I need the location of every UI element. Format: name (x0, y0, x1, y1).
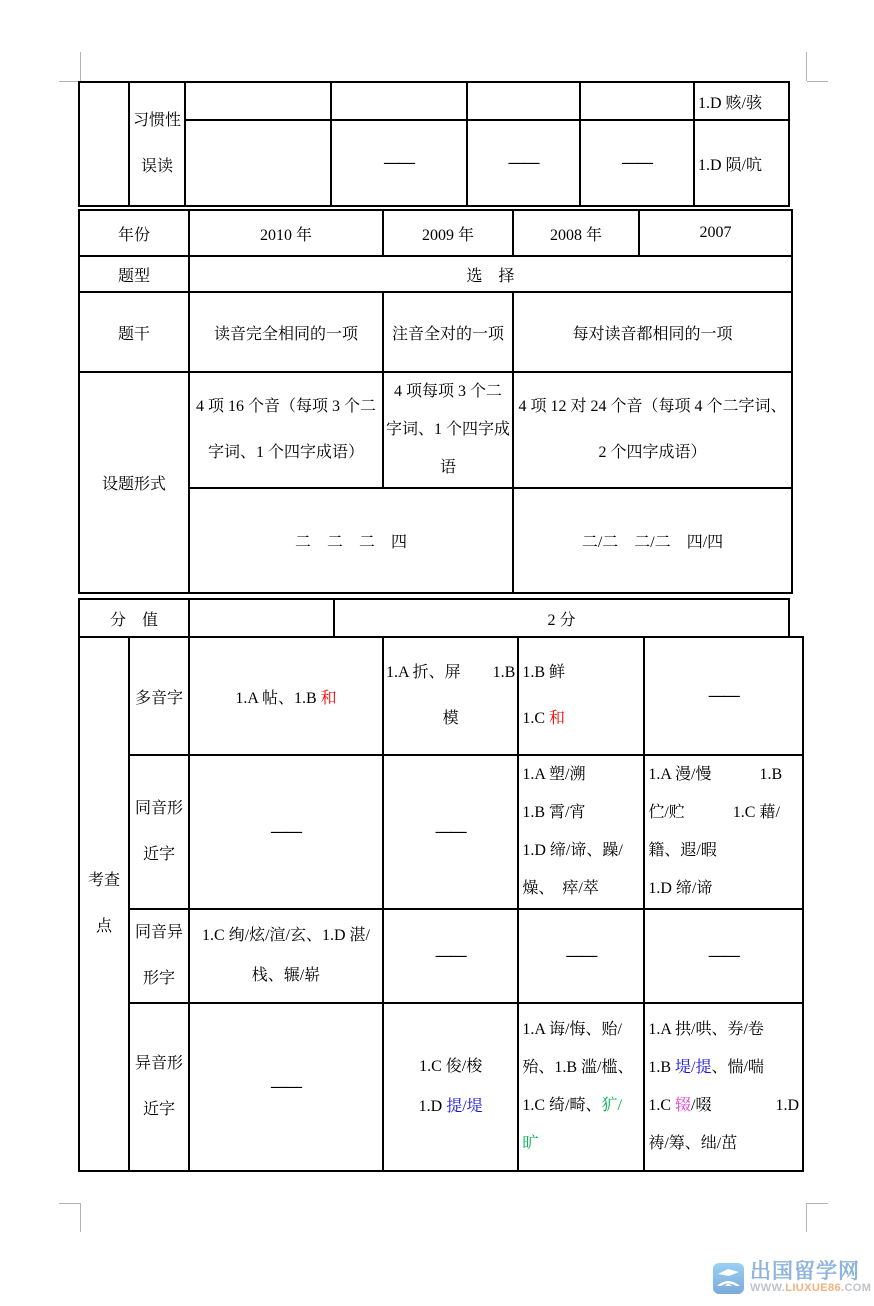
cell-score-value: 2 分 (334, 599, 789, 637)
row-label-score: 分 值 (79, 599, 189, 637)
cell-habit-r1-c2 (331, 82, 467, 120)
cell-form-2010: 4 项 16 个音（每项 3 个二 字词、1 个四字成语） (189, 372, 383, 488)
cell-habit-r1-c1 (185, 82, 331, 120)
liuxue86-logo-icon (712, 1262, 745, 1295)
cell-stem-2008-2007: 每对读音都相同的一项 (513, 292, 792, 372)
margin-mark-bottom-right-h (807, 1203, 828, 1204)
cell-homophone-similar-2007: 1.A 漫/慢 1.B 伫/贮 1.C 藉/ 籍、遐/暇 1.D 缔/谛 (644, 755, 803, 909)
watermark-url-prefix: WWW. (750, 1282, 786, 1294)
row-label-stem: 题干 (79, 292, 189, 372)
row-label-homophone-similar: 同音形 近字 (129, 755, 189, 909)
margin-mark-top-right-v (806, 52, 807, 81)
margin-mark-bottom-left-v (80, 1203, 81, 1232)
cell-homophone-different-2008-dash: —— (518, 909, 644, 1003)
row-label-question-form: 设题形式 (79, 372, 189, 593)
row-label-question-type: 题型 (79, 256, 189, 292)
cell-form-counts-left: 二 二 二 四 (189, 488, 513, 593)
site-watermark (712, 1262, 871, 1295)
watermark-site-name: 出国留学网 (750, 1260, 860, 1283)
cell-polyphone-2007-dash: —— (644, 637, 803, 755)
watermark-site-url (750, 1282, 871, 1295)
margin-mark-top-left-h (59, 81, 80, 82)
table-section-habitual-misread (78, 81, 790, 207)
cell-habit-r2-c3-dash: —— (467, 120, 580, 206)
watermark-text (750, 1262, 871, 1295)
cell-homophone-different-2009-dash: —— (383, 909, 518, 1003)
margin-mark-bottom-right-v (806, 1203, 807, 1232)
cell-homophone-different-2007-dash: —— (644, 909, 803, 1003)
cell-homophone-similar-2008: 1.A 塑/溯 1.B 霄/宵 1.D 缔/谛、躁/ 燥、 瘁/萃 (518, 755, 644, 909)
cell-year-2009: 2009 年 (383, 210, 513, 256)
row-label-year: 年份 (79, 210, 189, 256)
cell-homophone-different-2010: 1.C 绚/炫/渲/玄、1.D 湛/ 栈、辗/崭 (189, 909, 383, 1003)
cell-homophone-similar-2010-dash: —— (189, 755, 383, 909)
cell-form-2008-2007: 4 项 12 对 24 个音（每项 4 个二字词、 2 个四字成语） (513, 372, 792, 488)
cell-polyphone-2009: 1.A 折、屏 1.B 模 (383, 637, 518, 755)
cell-year-2007: 2007 (639, 210, 792, 256)
cell-polyphone-2010: 1.A 帖、1.B 和 (189, 637, 383, 755)
cell-stem-2010: 读音完全相同的一项 (189, 292, 383, 372)
cell-habit-r1-c4 (580, 82, 694, 120)
cell-heterophone-similar-2009: 1.C 俊/梭 1.D 提/堤 (383, 1003, 518, 1171)
table-section-main (78, 209, 793, 594)
cell-habit-r2-c2-dash: —— (331, 120, 467, 206)
cell-homophone-similar-2009-dash: —— (383, 755, 518, 909)
row-label-heterophone-similar: 异音形 近字 (129, 1003, 189, 1171)
table-section-score (78, 598, 790, 638)
cell-polyphone-2008: 1.B 鲜 1.C 和 (518, 637, 644, 755)
row-label-polyphone: 多音字 (129, 637, 189, 755)
cell-form-counts-right: 二/二 二/二 四/四 (513, 488, 792, 593)
cell-score-empty (189, 599, 334, 637)
cell-year-2008: 2008 年 (513, 210, 639, 256)
cell-question-type: 选 择 (189, 256, 792, 292)
watermark-url-main: LIUXUE86 (785, 1282, 841, 1294)
row-label-habitual-misread: 习惯性 误读 (129, 82, 185, 206)
watermark-url-suffix: .COM (840, 1282, 872, 1294)
cell-year-2010: 2010 年 (189, 210, 383, 256)
cell-heterophone-similar-2008: 1.A 诲/悔、贻/ 殆、1.B 滥/槛、 1.C 绮/畸、犷/ 旷 (518, 1003, 644, 1171)
margin-mark-bottom-left-h (59, 1203, 80, 1204)
cell-stem-2009: 注音全对的一项 (383, 292, 513, 372)
table-section-exam-points (78, 636, 804, 1172)
margin-mark-top-right-h (807, 81, 828, 82)
row-label-homophone-different: 同音异 形字 (129, 909, 189, 1003)
cell-blockcol-empty (79, 82, 129, 206)
cell-heterophone-similar-2010-dash: —— (189, 1003, 383, 1171)
cell-heterophone-similar-2007: 1.A 拱/哄、券/卷 1.B 堤/提、惴/喘 1.C 辍/啜 1.D 祷/筹、绌/茁 (644, 1003, 803, 1171)
block-label-exam-points: 考查 点 (79, 637, 129, 1171)
cell-habit-r2-c1 (185, 120, 331, 206)
cell-habit-r2-2007: 1.D 陨/吭 (694, 120, 789, 206)
cell-habit-r1-c3 (467, 82, 580, 120)
cell-habit-r1-2007: 1.D 赅/骇 (694, 82, 789, 120)
cell-habit-r2-c4-dash: —— (580, 120, 694, 206)
cell-form-2009: 4 项每项 3 个二 字词、1 个四字成 语 (383, 372, 513, 488)
margin-mark-top-left-v (80, 52, 81, 81)
